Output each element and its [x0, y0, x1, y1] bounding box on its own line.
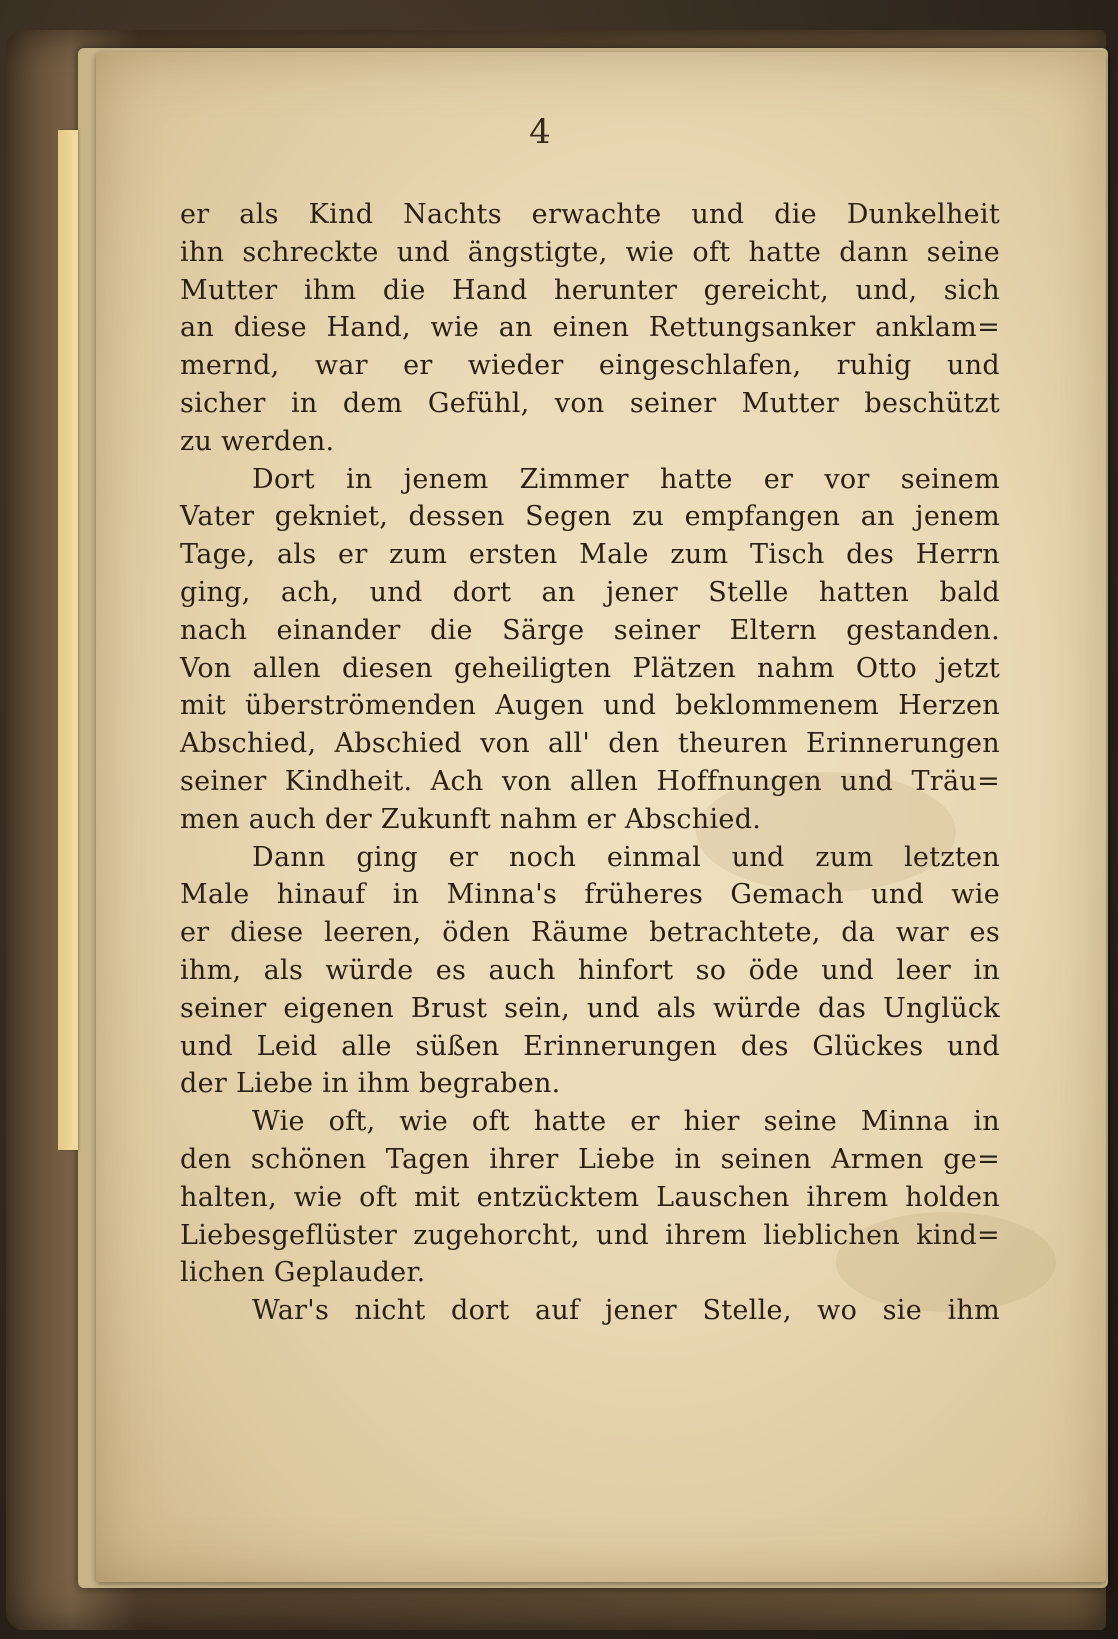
text-line: sicher in dem Gefühl, von seiner Mutter beschützt: [180, 387, 1000, 419]
text-line: Dann ging er noch einmal und zum letzten: [252, 841, 1000, 873]
text-line: halten, wie oft mit entzücktem Lauschen ihrem holden: [180, 1181, 1000, 1213]
text-line: an diese Hand, wie an einen Rettungsanker anklam=: [180, 312, 1000, 344]
text-line: Tage, als er zum ersten Male zum Tisch des Herrn: [180, 539, 1000, 571]
text-line: er diese leeren, öden Räume betrachtete, da war es: [180, 917, 1000, 949]
text-line: Vater gekniet, dessen Segen zu empfangen an jenem: [180, 501, 1000, 533]
text-line: mit überströmenden Augen und beklommenem Herzen: [180, 690, 1000, 722]
text-line: men auch der Zukunft nahm er Abschied.: [180, 803, 762, 835]
text-line: Wie oft, wie oft hatte er hier seine Minna in: [252, 1106, 1000, 1138]
text-line: Dort in jenem Zimmer hatte er vor seinem: [252, 463, 1000, 495]
text-line: und Leid alle süßen Erinnerungen des Glückes und: [180, 1030, 1000, 1062]
text-line: seiner eigenen Brust sein, und als würde das Unglück: [180, 992, 1000, 1024]
text-line: Von allen diesen geheiligten Plätzen nahm Otto jetzt: [180, 652, 1000, 684]
text-line: er als Kind Nachts erwachte und die Dunkelheit: [180, 199, 1000, 230]
text-line: nach einander die Särge seiner Eltern gestanden.: [180, 614, 1000, 646]
text-line: lichen Geplauder.: [180, 1257, 426, 1289]
text-line: Liebesgeflüster zugehorcht, und ihrem lieblichen kind=: [180, 1219, 1000, 1251]
text-line: seiner Kindheit. Ach von allen Hoffnungen und Träu=: [180, 765, 1000, 797]
text-line: der Liebe in ihm begraben.: [180, 1068, 561, 1100]
text-line: zu werden.: [180, 425, 335, 457]
page-number: 4: [529, 112, 551, 152]
text-line: War's nicht dort auf jener Stelle, wo sie ihm: [252, 1295, 1000, 1327]
text-line: ihm, als würde es auch hinfort so öde und leer in: [180, 954, 1000, 986]
text-line: ging, ach, und dort an jener Stelle hatten bald: [180, 576, 1000, 608]
body-text: [180, 196, 1000, 1330]
bookmark-strip: [58, 130, 78, 1150]
text-line: Abschied, Abschied von all' den theuren Erinnerungen: [180, 728, 1000, 760]
text-line: Mutter ihm die Hand herunter gereicht, und, sich: [180, 274, 1000, 306]
text-line: mernd, war er wieder eingeschlafen, ruhig und: [180, 350, 1000, 382]
text-line: den schönen Tagen ihrer Liebe in seinen Armen ge=: [180, 1143, 1000, 1175]
text-line: Male hinauf in Minna's früheres Gemach und wie: [180, 879, 1000, 911]
text-line: ihn schreckte und ängstigte, wie oft hatte dann seine: [180, 236, 1000, 268]
